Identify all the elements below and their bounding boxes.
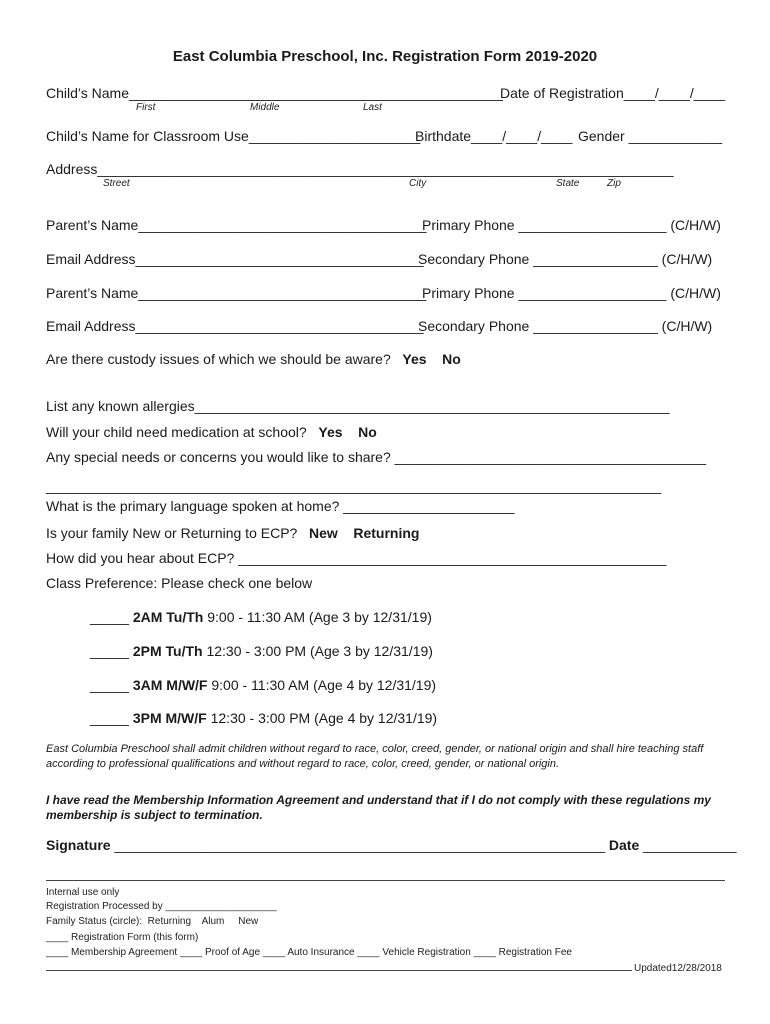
special-needs-label: Any special needs or concerns you would like to share? <box>46 449 391 465</box>
nondiscrimination-statement: East Columbia Preschool shall admit children without regard to race, color, creed, gender, or national origin and shall hire teaching staff according to professional qualifications and without regard to race, color, creed, gender, or national origin. <box>46 743 704 770</box>
class-code: 3AM M/W/F <box>132 677 208 693</box>
class-code: 2AM Tu/Th <box>132 609 204 625</box>
email-label: Email Address <box>46 251 136 267</box>
class-detail: 9:00 - 11:30 AM (Age 4 by 12/31/19) <box>211 677 437 693</box>
medication-yes-option[interactable]: Yes <box>318 424 343 440</box>
address-label: Address <box>46 161 98 177</box>
allergies-row[interactable]: List any known allergies_____________________________________________________________ <box>46 398 670 414</box>
primary-phone-label: Primary Phone <box>422 217 515 233</box>
custody-row <box>46 351 461 367</box>
parent1-primary-phone-row[interactable]: Primary Phone ___________________ (C/H/W) <box>422 217 721 233</box>
caption-last: Last <box>363 102 382 113</box>
class-code: 3PM M/W/F <box>132 710 207 726</box>
membership-agreement-statement: I have read the Membership Information Agreement and understand that if I do not comply with these regulations my membership is subject to termination. <box>46 793 711 822</box>
class-option-3pm[interactable]: _____ 3PM M/W/F 12:30 - 3:00 PM (Age 4 by 12/31/19) <box>90 710 438 726</box>
class-detail: 12:30 - 3:00 PM (Age 4 by 12/31/19) <box>210 710 438 726</box>
hear-about-label: How did you hear about ECP? <box>46 550 235 566</box>
language-label: What is the primary language spoken at home? <box>46 498 340 514</box>
medication-row <box>46 424 377 440</box>
class-code: 2PM Tu/Th <box>132 643 203 659</box>
class-detail: 9:00 - 11:30 AM (Age 3 by 12/31/19) <box>207 609 432 625</box>
parent1-name-row[interactable]: Parent’s Name_____________________________________ <box>46 217 427 233</box>
gender-label: Gender <box>578 128 625 144</box>
internal-use-heading: Internal use only <box>46 887 120 898</box>
child-name-label: Child’s Name <box>46 85 129 101</box>
caption-city: City <box>409 178 427 189</box>
secondary-phone-label: Secondary Phone <box>418 318 530 334</box>
family-new-option[interactable]: New <box>309 525 338 541</box>
medication-question: Will your child need medication at school? <box>46 424 307 440</box>
signature-row[interactable]: Signature _______________________________________________________________ Date ____________ <box>46 837 737 853</box>
chw-label: (C/H/W) <box>670 285 721 301</box>
secondary-phone-label: Secondary Phone <box>418 251 530 267</box>
chw-label: (C/H/W) <box>661 318 713 334</box>
gender-row[interactable]: Gender ____________ <box>578 128 723 144</box>
family-returning-option[interactable]: Returning <box>353 525 420 541</box>
child-name-row[interactable]: Child’s Name________________________________________________ <box>46 85 507 101</box>
parent2-email-row[interactable]: Email Address_____________________________________ <box>46 318 424 334</box>
family-question: Is your family New or Returning to ECP? <box>46 525 298 541</box>
language-row[interactable]: What is the primary language spoken at home? ______________________ <box>46 498 515 514</box>
parent-name-label: Parent’s Name <box>46 217 139 233</box>
caption-street: Street <box>103 178 130 189</box>
classroom-name-label: Child’s Name for Classroom Use <box>46 128 249 144</box>
date-registration-row[interactable]: Date of Registration____/____/____ <box>500 85 725 101</box>
chw-label: (C/H/W) <box>670 217 721 233</box>
birthdate-label: Birthdate <box>415 128 472 144</box>
caption-middle: Middle <box>250 102 280 113</box>
birthdate-row[interactable]: Birthdate____/____/____ <box>415 128 573 144</box>
email-label: Email Address <box>46 318 136 334</box>
hear-about-row[interactable]: How did you hear about ECP? _______________________________________________________ <box>46 550 667 566</box>
class-preference-heading: Class Preference: Please check one below <box>46 575 313 591</box>
parent1-secondary-phone-row[interactable]: Secondary Phone ________________ (C/H/W) <box>418 251 713 267</box>
classroom-name-row[interactable]: Child’s Name for Classroom Use______________________ <box>46 128 421 144</box>
class-option-3am[interactable]: _____ 3AM M/W/F 9:00 - 11:30 AM (Age 4 by 12/31/19) <box>90 677 437 693</box>
date-registration-label: Date of Registration <box>500 85 624 101</box>
family-status-internal[interactable]: Family Status (circle): Returning Alum New <box>46 916 259 927</box>
address-row[interactable]: Address__________________________________________________________________________ <box>46 161 674 177</box>
caption-first: First <box>136 102 156 113</box>
medication-no-option[interactable]: No <box>358 424 377 440</box>
parent2-secondary-phone-row[interactable]: Secondary Phone ________________ (C/H/W) <box>418 318 713 334</box>
parent1-email-row[interactable]: Email Address_____________________________________ <box>46 251 424 267</box>
custody-question: Are there custody issues of which we should be aware? <box>46 351 391 367</box>
document-checklist[interactable]: ____ Membership Agreement ____ Proof of Age ____ Auto Insurance ____ Vehicle Registration ____ Registration Fee <box>46 947 572 958</box>
caption-zip: Zip <box>607 178 621 189</box>
class-option-2am[interactable]: _____ 2AM Tu/Th 9:00 - 11:30 AM (Age 3 by 12/31/19) <box>90 609 432 625</box>
registration-form-check[interactable]: ____ Registration Form (this form) <box>46 932 199 943</box>
custody-yes-option[interactable]: Yes <box>402 351 427 367</box>
divider <box>46 880 725 881</box>
custody-no-option[interactable]: No <box>442 351 461 367</box>
parent2-primary-phone-row[interactable]: Primary Phone ___________________ (C/H/W) <box>422 285 721 301</box>
class-detail: 12:30 - 3:00 PM (Age 3 by 12/31/19) <box>206 643 433 659</box>
family-status-row <box>46 525 419 541</box>
special-needs-row[interactable]: Any special needs or concerns you would like to share? ________________________________________ <box>46 449 707 465</box>
processed-by-row[interactable]: Registration Processed by ____________________ <box>46 901 277 912</box>
allergies-label: List any known allergies <box>46 398 195 414</box>
primary-phone-label: Primary Phone <box>422 285 515 301</box>
date-label: Date <box>608 837 640 853</box>
caption-state: State <box>556 178 580 189</box>
parent2-name-row[interactable]: Parent’s Name_____________________________________ <box>46 285 427 301</box>
special-needs-continuation-line[interactable]: _______________________________________________________________________________ <box>46 478 662 494</box>
chw-label: (C/H/W) <box>661 251 713 267</box>
parent-name-label: Parent’s Name <box>46 285 139 301</box>
form-title: East Columbia Preschool, Inc. Registration Form 2019-2020 <box>172 48 598 65</box>
signature-label: Signature <box>46 837 111 853</box>
updated-date: Updated12/28/2018 <box>634 963 722 974</box>
bottom-divider <box>46 970 632 971</box>
class-option-2pm[interactable]: _____ 2PM Tu/Th 12:30 - 3:00 PM (Age 3 by 12/31/19) <box>90 643 433 659</box>
